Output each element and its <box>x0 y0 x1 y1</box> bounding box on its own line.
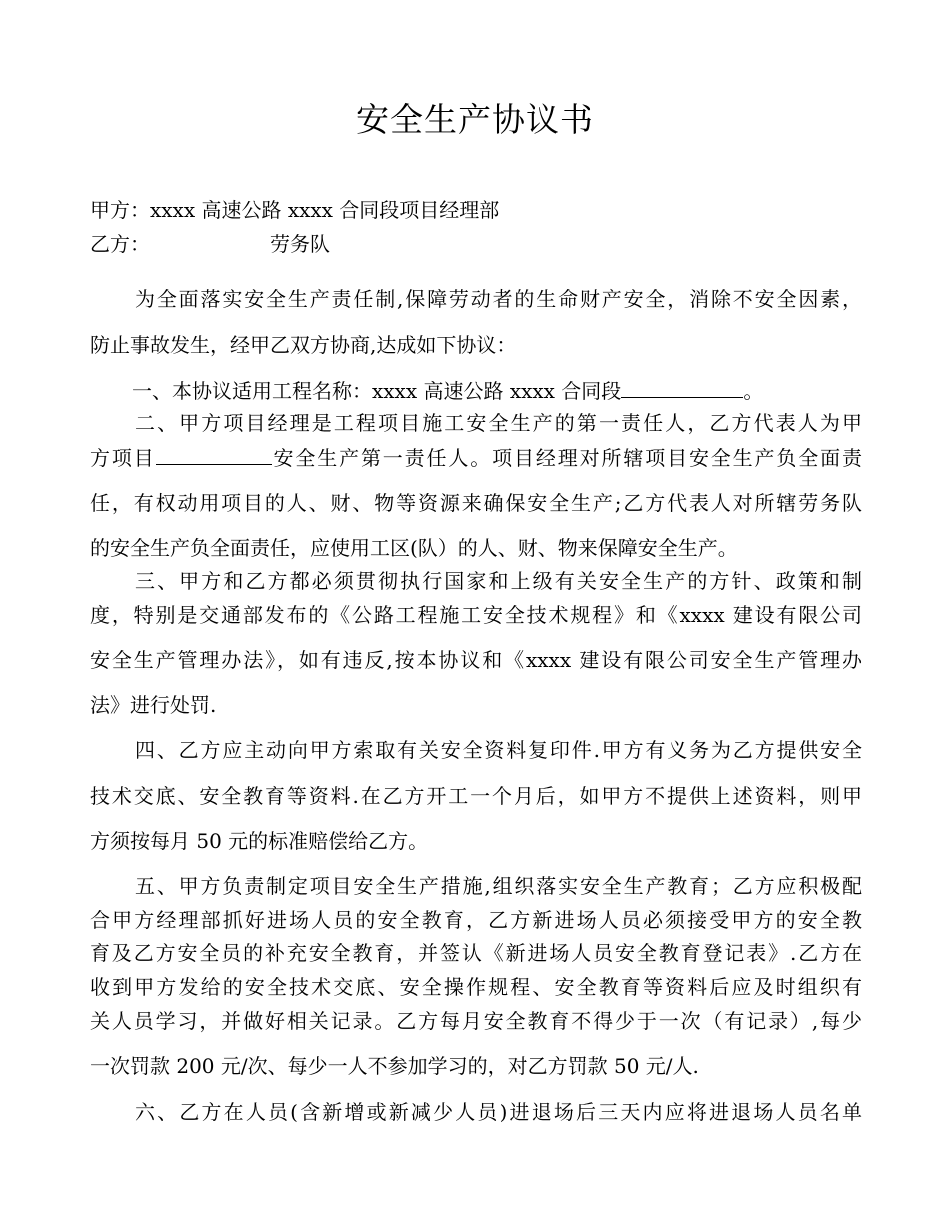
paragraph-line: 任，有权动用项目的人、财、物等资源来确保安全生产;乙方代表人对所辖劳务队 <box>90 491 862 515</box>
document-title: 安全生产协议书 <box>356 100 594 139</box>
paragraph-line: 为全面落实安全生产责任制,保障劳动者的生命财产安全，消除不安全因素， <box>135 287 862 311</box>
paragraph-line: 的安全生产负全面责任，应使用工区(队）的人、财、物来保障安全生产。 <box>90 536 738 560</box>
paragraph-line: 一次罚款 200 元/次、每少一人不参加学习的，对乙方罚款 50 元/人. <box>90 1054 699 1078</box>
clause-2-suffix: 安全生产第一责任人。项目经理对所辖项目安全生产负全面责 <box>271 446 863 470</box>
project-section-blank <box>621 375 743 398</box>
clause-1-line <box>132 375 862 406</box>
paragraph-line: 合甲方经理部抓好进场人员的安全教育，乙方新进场人员必须接受甲方的安全教 <box>90 908 862 932</box>
clause-1-end: 。 <box>743 379 764 403</box>
project-name-blank <box>156 442 272 465</box>
paragraph-line: 技术交底、安全教育等资料.在乙方开工一个月后，如甲方不提供上述资料，则甲 <box>90 784 862 808</box>
paragraph-line: 二、甲方项目经理是工程项目施工安全生产的第一责任人，乙方代表人为甲 <box>135 411 862 435</box>
paragraph-line: 安全生产管理办法》，如有违反,按本协议和《xxxx 建设有限公司安全生产管理办 <box>90 648 862 672</box>
clause-2-prefix: 方项目 <box>90 446 156 470</box>
paragraph-line: 五、甲方负责制定项目安全生产措施,组织落实安全生产教育；乙方应积极配 <box>135 874 862 898</box>
paragraph-line: 收到甲方发给的安全技术交底、安全操作规程、安全教育等资料后应及时组织有 <box>90 975 862 999</box>
party-b-label: 乙方： <box>90 232 150 256</box>
paragraph-line: 三、甲方和乙方都必须贯彻执行国家和上级有关安全生产的方针、政策和制 <box>135 569 862 593</box>
party-a: 甲方：xxxx 高速公路 xxxx 合同段项目经理部 <box>90 198 500 222</box>
paragraph-line: 度，特别是交通部发布的《公路工程施工安全技术规程》和《xxxx 建设有限公司 <box>90 603 862 627</box>
clause-1-text: 一、本协议适用工程名称：xxxx 高速公路 xxxx 合同段 <box>132 379 622 403</box>
clause-2-line <box>90 442 862 473</box>
paragraph-line: 法》进行处罚. <box>90 693 217 717</box>
paragraph-line: 防止事故发生，经甲乙双方协商,达成如下协议： <box>90 333 517 357</box>
paragraph-line: 四、乙方应主动向甲方索取有关安全资料复印件.甲方有义务为乙方提供安全 <box>135 738 862 762</box>
paragraph-line: 关人员学习，并做好相关记录。乙方每月安全教育不得少于一次（有记录）,每少 <box>90 1009 862 1033</box>
party-b <box>90 229 330 259</box>
party-b-name: 劳务队 <box>270 232 330 256</box>
paragraph-line: 六、乙方在人员(含新增或新减少人员)进退场后三天内应将进退场人员名单 <box>135 1100 862 1124</box>
paragraph-line: 方须按每月 50 元的标准赔偿给乙方。 <box>90 829 429 853</box>
paragraph-line: 育及乙方安全员的补充安全教育，并签认《新进场人员安全教育登记表》.乙方在 <box>90 941 862 965</box>
